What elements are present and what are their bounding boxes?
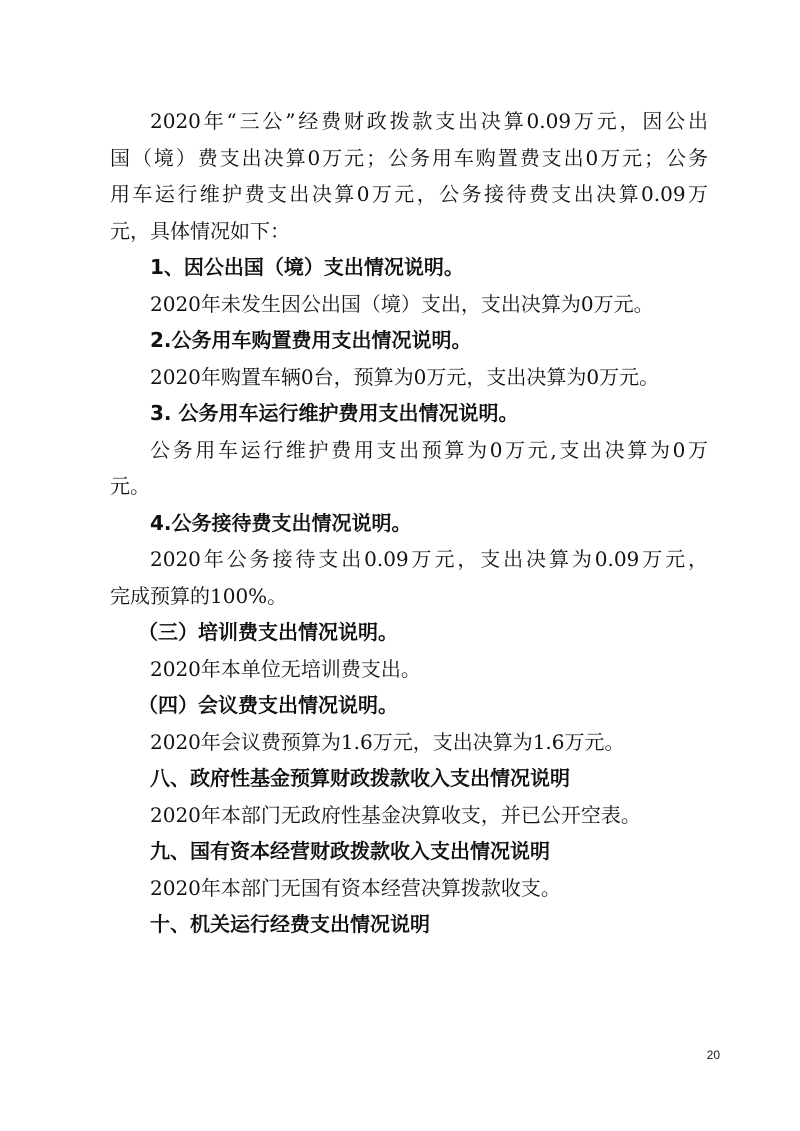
paragraph-vehicle-operation-line1: 公务用车运行维护费用支出预算为0万元,支出决算为0万 (150, 437, 708, 462)
paragraph-training: 2020年本单位无培训费支出。 (150, 656, 421, 681)
paragraph-sangong-summary-line1: 2020年“三公”经费财政拨款支出决算0.09万元，因公出 (150, 109, 708, 133)
heading-section-eight: 八、政府性基金预算财政拨款收入支出情况说明 (150, 766, 570, 790)
heading-vehicle-purchase: 2.公务用车购置费用支出情况说明。 (150, 328, 472, 352)
paragraph-vehicle-operation-line2: 元。 (110, 474, 150, 498)
heading-reception: 4.公务接待费支出情况说明。 (150, 510, 412, 535)
heading-vehicle-operation: 3. 公务用车运行维护费用支出情况说明。 (150, 401, 519, 425)
paragraph-reception-line1: 2020年公务接待支出0.09万元，支出决算为0.09万元， (150, 547, 708, 571)
heading-training: （三）培训费支出情况说明。 (138, 620, 398, 644)
paragraph-meeting: 2020年会议费预算为1.6万元，支出决算为1.6万元。 (150, 729, 625, 754)
heading-meeting: （四）会议费支出情况说明。 (138, 693, 398, 717)
paragraph-reception-line2: 完成预算的100%。 (110, 583, 288, 608)
paragraph-sangong-summary-line3: 用车运行维护费支出决算0万元，公务接待费支出决算0.09万 (110, 182, 708, 206)
paragraph-vehicle-purchase: 2020年购置车辆0台，预算为0万元，支出决算为0万元。 (150, 364, 660, 389)
heading-section-ten: 十、机关运行经费支出情况说明 (150, 912, 430, 936)
heading-overseas-travel: 1、因公出国（境）支出情况说明。 (150, 255, 464, 279)
paragraph-overseas-travel: 2020年未发生因公出国（境）支出，支出决算为0万元。 (150, 291, 654, 316)
page-number: 20 (706, 1048, 720, 1062)
paragraph-section-nine: 2020年本部门无国有资本经营决算拨款收支。 (150, 875, 561, 900)
paragraph-sangong-summary-line2: 国（境）费支出决算0万元；公务用车购置费支出0万元；公务 (110, 145, 708, 170)
paragraph-section-eight: 2020年本部门无政府性基金决算收支，并已公开空表。 (150, 802, 641, 827)
heading-section-nine: 九、国有资本经营财政拨款收入支出情况说明 (150, 839, 550, 863)
paragraph-sangong-summary-line4: 元，具体情况如下： (110, 218, 290, 243)
document-body (110, 103, 708, 943)
